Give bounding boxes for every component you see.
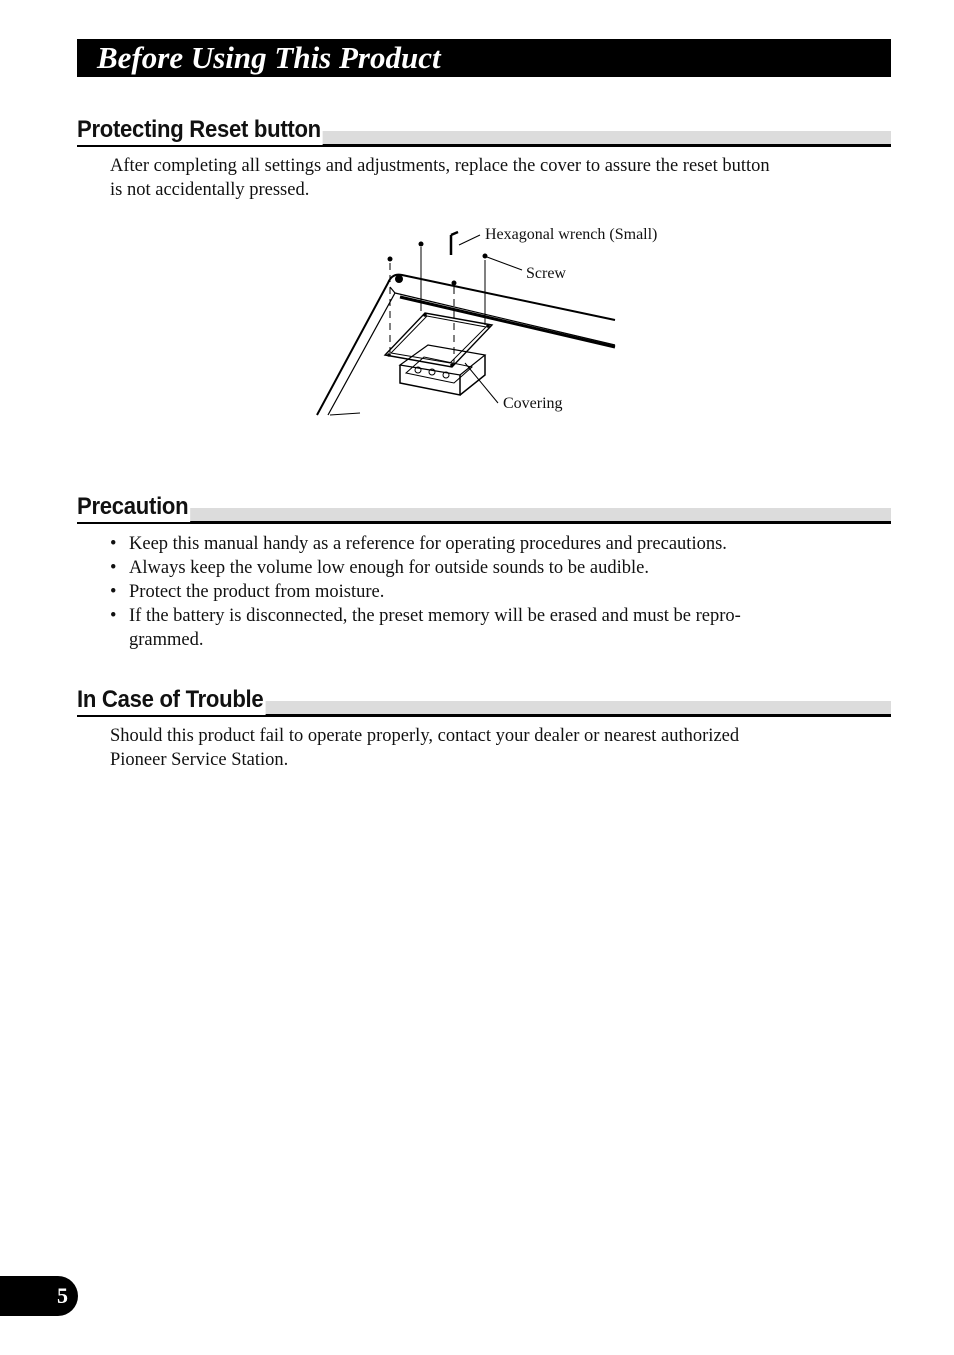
section-heading-reset: [77, 111, 891, 147]
section-heading-trouble: [77, 681, 891, 717]
trouble-paragraph: [110, 724, 850, 772]
reset-paragraph: [110, 154, 850, 202]
heading-shade-bar: [77, 508, 891, 521]
trouble-paragraph-line1: Should this product fail to operate properly, contact your dealer or nearest authorized: [110, 726, 740, 746]
section-heading-precaution: [77, 488, 891, 524]
precaution-list: [110, 532, 830, 652]
list-item: • Protect the product from moisture.: [110, 580, 830, 604]
heading-rule: [77, 521, 891, 524]
reset-cover-illustration: [300, 215, 700, 425]
section-title-precaution: Precaution: [77, 493, 189, 520]
list-item: • Keep this manual handy as a reference for operating procedures and precautions.: [110, 532, 830, 556]
reset-paragraph-line2: is not accidentally pressed.: [110, 180, 310, 200]
reset-paragraph-line1: After completing all settings and adjustments, replace the cover to assure the reset button: [110, 156, 770, 176]
cover-diagram: [300, 215, 700, 425]
list-item: • If the battery is disconnected, the preset memory will be erased and must be repro-grammed.: [110, 604, 830, 652]
list-item: • Always keep the volume low enough for outside sounds to be audible.: [110, 556, 830, 580]
label-covering: Covering: [503, 395, 563, 412]
trouble-paragraph-line2: Pioneer Service Station.: [110, 750, 289, 770]
section-title-trouble: In Case of Trouble: [77, 686, 264, 713]
label-screw: Screw: [526, 265, 566, 282]
page-header-banner: [77, 39, 891, 77]
page-number-tab: [0, 1276, 78, 1316]
page-number: 5: [57, 1283, 68, 1308]
label-hexagonal-wrench: Hexagonal wrench (Small): [485, 226, 658, 243]
section-title-reset: Protecting Reset button: [77, 116, 321, 143]
page-title: Before Using This Product: [97, 40, 441, 75]
